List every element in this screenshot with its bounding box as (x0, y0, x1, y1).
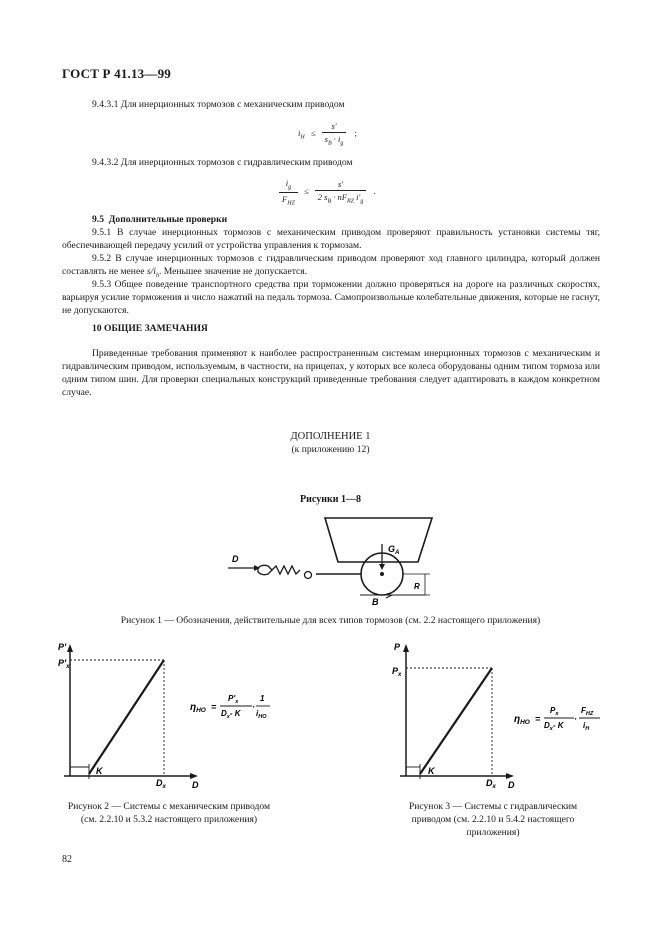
svg-text:FHZ: $F_{HZ}$ (581, 706, 594, 717)
formula-hydraulic: $\frac{i_g}{F_{HZ}}$ ≤ $\frac{s'}{2 s_B \cdot nF_{RZ} i'_g}$ . (279, 178, 376, 206)
svg-text:=: = (535, 714, 541, 724)
label-ga: $G_A$ (388, 544, 400, 556)
svg-text:P'x: $P'_x$ (228, 694, 239, 705)
coupling-head (258, 565, 272, 574)
fig2-x-arrowhead (190, 773, 198, 779)
wheel-hub (380, 572, 384, 576)
clause-9-4-3-1: 9.4.3.1 Для инерционных тормозов с механическим приводом (92, 99, 345, 110)
fig2-y-tick-label: $P'_x$ (58, 658, 70, 670)
section-9-5-title: 9.5 Дополнительные проверки (92, 214, 228, 225)
figure3-caption: Рисунок 3 — Системы с гидравлическим приводом (см. 2.2.10 и 5.4.2 настоящего приложения) (408, 801, 578, 838)
fig3-dx-label: $D_x$ (486, 778, 496, 788)
section-10-title: 10 ОБЩИЕ ЗАМЕЧАНИЯ (92, 323, 208, 334)
addendum-title: ДОПОЛНЕНИЕ 1 (290, 431, 371, 442)
svg-text:1: 1 (260, 694, 265, 703)
force-d-arrowhead (254, 565, 260, 571)
clause-9-5-3: 9.5.3 Общее поведение транспортного средства при торможении должно проверяться на дороге на различных скоростях, варьируя усилие торможения и число нажатий на педаль тормоза. Самопроизвольные колебательные движения, которые не гаснут, не допускаются. (62, 279, 600, 316)
page-number: 82 (62, 854, 72, 865)
figure1-caption: Рисунок 1 — Обозначения, действительные для всех типов тормозов (см. 2.2 настоящего приложения) (120, 615, 541, 626)
fig3-x-axis-label: D (508, 780, 515, 788)
svg-text:=: = (211, 702, 217, 712)
trailer-body (325, 518, 432, 562)
fig3-characteristic-line (420, 668, 492, 774)
svg-text:·: · (252, 702, 255, 712)
fig3-k-label: K (428, 766, 435, 776)
fig2-dx-label: $D_x$ (156, 778, 166, 788)
fig3-y-axis-label: P (394, 642, 401, 652)
figure2-caption: Рисунок 2 — Системы с механическим приводом (см. 2.2.10 и 5.3.2 настоящего приложения) (67, 801, 271, 825)
clause-9-4-3-2: 9.4.3.2 Для инерционных тормозов с гидравлическим приводом (92, 157, 353, 168)
figures-title: Рисунки 1—8 (300, 494, 361, 505)
svg-text:Dx- K: $D_x-$ K (544, 721, 564, 732)
fig2-efficiency-formula (190, 694, 270, 720)
svg-text:iHO: $i_{HO}$ (256, 709, 267, 720)
clause-9-5-1: 9.5.1 В случае инерционных тормозов с механическим приводом проверяют правильность установки системы тяг, обеспечивающей передачу усилий от устройства управления к тормозам. (62, 227, 600, 251)
fig3-efficiency-formula (514, 706, 600, 732)
svg-text:Dx- K: $D_x-$ K (221, 709, 241, 720)
svg-text:iH: $i_H$ (583, 721, 590, 732)
svg-text:·: · (574, 714, 577, 724)
addendum-subtitle: (к приложению 12) (291, 444, 370, 455)
figure3-chart (384, 638, 614, 788)
clause-9-5-2: 9.5.2 В случае инерционных тормозов с гидравлическим приводом проверяют ход главного цилиндра, который должен составлять не менее $s/i_h$. Меньшее значение не допускается. (62, 253, 600, 279)
ga-arrowhead (379, 564, 385, 570)
coupling-spring (272, 566, 300, 574)
figure1-diagram (220, 512, 440, 612)
fig3-y-tick-label: $P_x$ (392, 666, 402, 678)
fig2-x-axis-label: D (192, 780, 199, 788)
label-b: B (372, 597, 379, 607)
figure2-chart (56, 638, 286, 788)
svg-text:ηHO: $\eta_{HO}$ (190, 702, 206, 714)
section-10-text: Приведенные требования применяют к наиболее распространенным системам инерционных тормозов с механическим и гидравлическим приводом, используемым, в частности, на прицепах, у которых все колеса оборудованы одним типом тормоза или одним типом шин. Для проверки специальных конструкций приведенные требования следует адаптировать в каждом конкретном случае. (62, 348, 600, 398)
fig3-x-arrowhead (506, 773, 514, 779)
formula-mechanical: $i_H$ ≤ $\frac{s'}{s_B \cdot i_g}$ ; (298, 121, 357, 147)
fig2-y-arrowhead (67, 644, 73, 652)
svg-text:Px: $P_x$ (550, 706, 559, 717)
coupling-joint (305, 572, 312, 579)
fig2-characteristic-line (89, 660, 164, 774)
fig2-y-axis-label: P' (58, 642, 67, 652)
svg-text:ηHO: $\eta_{HO}$ (514, 714, 530, 726)
fig2-k-label: K (96, 766, 103, 776)
standard-header: ГОСТ Р 41.13—99 (62, 66, 171, 81)
label-d: D (232, 554, 239, 564)
fig3-y-arrowhead (403, 644, 409, 652)
label-r: R (414, 582, 420, 591)
